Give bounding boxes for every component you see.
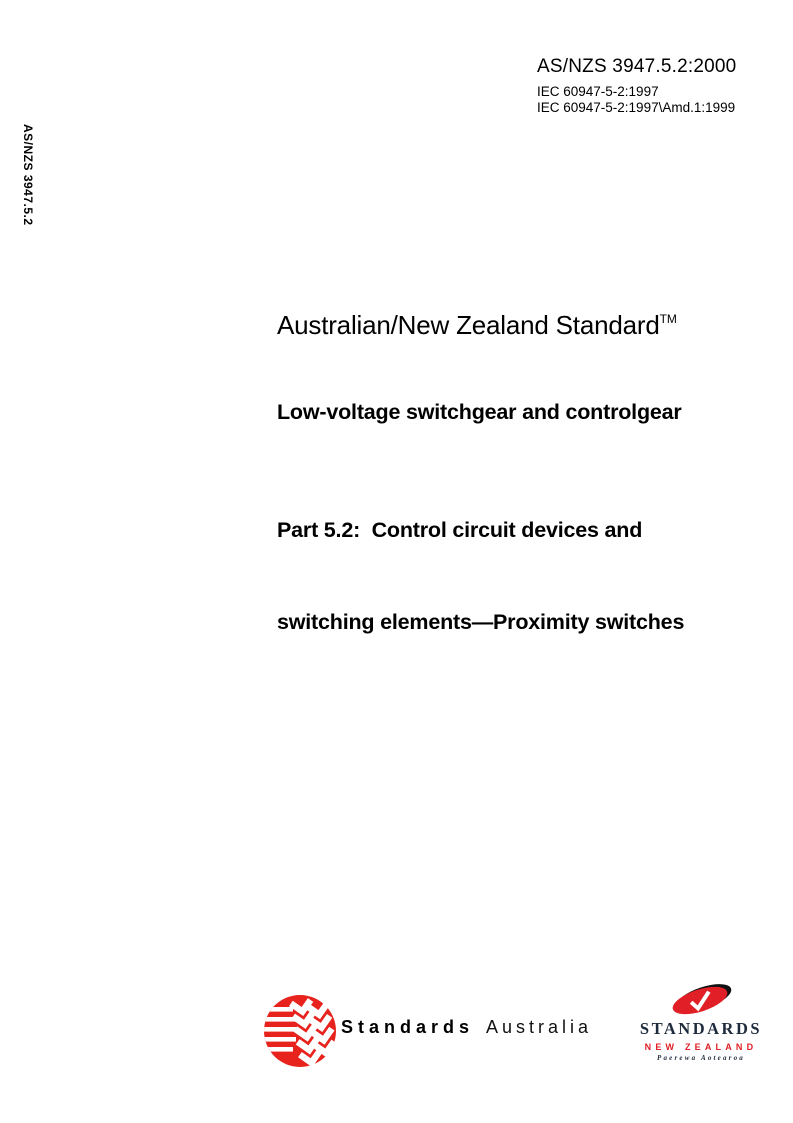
part-title-line2: switching elements—Proximity switches bbox=[277, 609, 685, 634]
standards-new-zealand-logo bbox=[633, 984, 769, 1062]
standard-designation: AS/NZS 3947.5.2:2000 bbox=[537, 56, 737, 77]
standards-nz-swoosh-icon bbox=[668, 984, 734, 1018]
trademark-symbol: TM bbox=[659, 312, 677, 326]
standards-australia-wordmark bbox=[341, 1017, 592, 1038]
series-title bbox=[277, 310, 677, 341]
series-title-text: Australian/New Zealand Standard bbox=[277, 310, 660, 340]
designation-block bbox=[537, 56, 736, 116]
spine-designation: AS/NZS 3947.5.2 bbox=[21, 124, 35, 226]
standards-australia-word-bold: Standards bbox=[341, 1017, 475, 1037]
iec-reference-1: IEC 60947-5-2:1997 bbox=[537, 84, 659, 99]
standards-nz-maori-name: Paerewa Aotearoa bbox=[656, 1054, 746, 1062]
subject-title: Low-voltage switchgear and controlgear bbox=[277, 400, 682, 424]
part-title-line1: Part 5.2: Control circuit devices and bbox=[277, 518, 643, 542]
standards-australia-word-light: Australia bbox=[486, 1017, 593, 1037]
standards-nz-name: STANDARDS bbox=[639, 1019, 763, 1038]
iec-reference-2: IEC 60947-5-2:1997\Amd.1:1999 bbox=[537, 100, 736, 115]
standards-nz-region: NEW ZEALAND bbox=[644, 1042, 758, 1052]
part-title bbox=[277, 454, 684, 698]
standards-australia-roundel-icon bbox=[263, 994, 337, 1068]
